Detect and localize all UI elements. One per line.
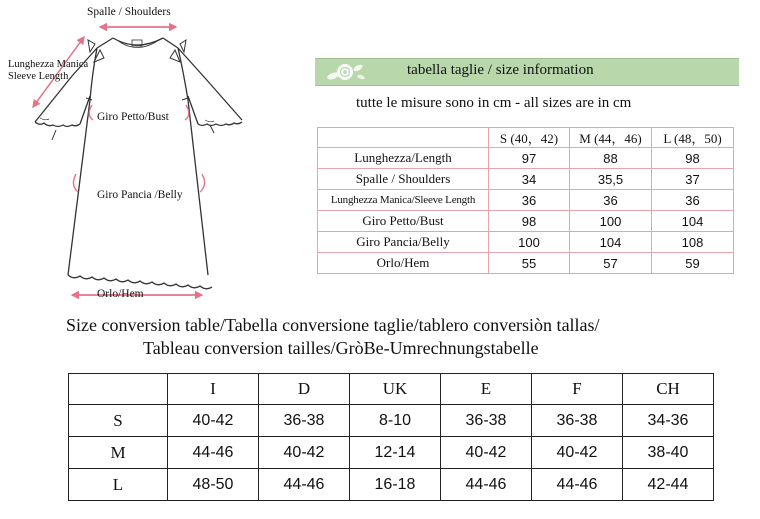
table-cell: 40-42 (532, 437, 623, 469)
row-label: S (69, 405, 168, 437)
sleeve-length-label-line1: Lunghezza Manica (8, 59, 89, 70)
table-row (318, 232, 734, 253)
table-row (69, 405, 714, 437)
rose-icon (321, 59, 369, 85)
row-label: M (69, 437, 168, 469)
table-cell: 98 (489, 211, 570, 232)
row-label: L (69, 469, 168, 501)
table-cell: 44-46 (259, 469, 350, 501)
table-cell: 44-46 (168, 437, 259, 469)
conversion-table (68, 373, 714, 501)
table-cell: 100 (570, 211, 652, 232)
table-cell: 104 (652, 211, 734, 232)
conversion-title-line2: Tableau conversion tailles/GròBe-Umrechnungstabelle (143, 338, 539, 358)
bust-label: Giro Petto/Bust (97, 111, 169, 123)
belly-label: Giro Pancia /Belly (97, 189, 183, 201)
column-header: I (168, 374, 259, 405)
size-info-header (315, 58, 739, 86)
table-row (318, 148, 734, 169)
column-header: D (259, 374, 350, 405)
column-header: E (441, 374, 532, 405)
column-header: F (532, 374, 623, 405)
table-cell: 36 (652, 190, 734, 211)
units-note: tutte le misure sono in cm - all sizes are in cm (356, 95, 632, 111)
table-cell: 104 (570, 232, 652, 253)
table-cell: 36 (570, 190, 652, 211)
table-header-row (318, 128, 734, 148)
table-cell: 34-36 (623, 405, 714, 437)
row-label: Lunghezza/Length (318, 148, 489, 169)
conversion-title-line1: Size conversion table/Tabella conversione taglie/tablero conversiòn tallas/ (66, 315, 600, 335)
table-cell: 36 (489, 190, 570, 211)
table-cell: 44-46 (532, 469, 623, 501)
table-cell: 35,5 (570, 169, 652, 190)
table-cell: 40-42 (168, 405, 259, 437)
table-cell: 36-38 (441, 405, 532, 437)
table-cell: 98 (652, 148, 734, 169)
column-header: S (40，42) (489, 128, 570, 148)
row-label: Giro Petto/Bust (318, 211, 489, 232)
table-corner-cell (318, 128, 489, 148)
table-cell: 40-42 (441, 437, 532, 469)
row-label: Giro Pancia/Belly (318, 232, 489, 253)
table-row (69, 437, 714, 469)
table-cell: 97 (489, 148, 570, 169)
hem-label: Orlo/Hem (97, 288, 144, 300)
table-cell: 38-40 (623, 437, 714, 469)
row-label: Orlo/Hem (318, 253, 489, 274)
table-cell: 100 (489, 232, 570, 253)
sleeve-length-label-line2: Sleeve Length (8, 71, 69, 82)
column-header: L (48，50) (652, 128, 734, 148)
table-row (318, 211, 734, 232)
table-cell: 34 (489, 169, 570, 190)
shoulders-label: Spalle / Shoulders (87, 6, 171, 18)
table-cell: 37 (652, 169, 734, 190)
table-header-row (69, 374, 714, 405)
table-cell: 57 (570, 253, 652, 274)
table-cell: 88 (570, 148, 652, 169)
table-row (318, 190, 734, 211)
table-row (69, 469, 714, 501)
table-cell: 55 (489, 253, 570, 274)
dress-diagram (0, 0, 300, 310)
table-cell: 36-38 (532, 405, 623, 437)
size-info-title: tabella taglie / size information (407, 62, 594, 78)
table-cell: 16-18 (350, 469, 441, 501)
column-header: M (44，46) (570, 128, 652, 148)
table-corner-cell (69, 374, 168, 405)
table-cell: 44-46 (441, 469, 532, 501)
table-cell: 12-14 (350, 437, 441, 469)
table-row (318, 169, 734, 190)
column-header: UK (350, 374, 441, 405)
table-row (318, 253, 734, 274)
size-info-table (317, 127, 734, 274)
table-cell: 8-10 (350, 405, 441, 437)
column-header: CH (623, 374, 714, 405)
table-cell: 48-50 (168, 469, 259, 501)
table-cell: 59 (652, 253, 734, 274)
table-cell: 108 (652, 232, 734, 253)
table-cell: 40-42 (259, 437, 350, 469)
row-label: Spalle / Shoulders (318, 169, 489, 190)
table-cell: 36-38 (259, 405, 350, 437)
table-cell: 42-44 (623, 469, 714, 501)
row-label: Lunghezza Manica/Sleeve Length (318, 190, 489, 211)
